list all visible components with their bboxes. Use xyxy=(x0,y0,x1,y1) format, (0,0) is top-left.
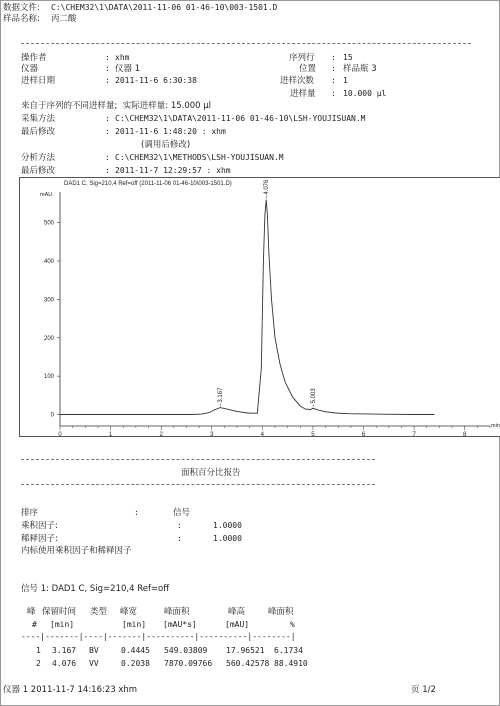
cell-type: BV xyxy=(89,646,99,655)
sample-name-value: 丙二酸 xyxy=(51,14,77,24)
unit-width: [min] xyxy=(122,620,147,629)
peak-label: 4.076 xyxy=(264,179,271,195)
last-changed2-label: 最后修改 xyxy=(21,166,56,176)
col-header-width: 峰宽 xyxy=(120,607,138,617)
y-tick-label: 200 xyxy=(43,335,54,342)
x-tick-label: 6 xyxy=(361,432,366,436)
dilution-label: 稀释因子: xyxy=(21,534,58,544)
x-axis-label: min xyxy=(491,423,500,429)
peak-label: 3.167 xyxy=(218,387,225,403)
colon: : xyxy=(331,89,336,98)
peak-label: 5.003 xyxy=(311,388,318,404)
cell-height: 17.96521 xyxy=(226,646,265,655)
acq-method-label: 采集方法 xyxy=(21,114,56,124)
cell-rt: 3.167 xyxy=(52,646,77,655)
report-rule-top xyxy=(21,459,375,460)
x-tick-label: 4 xyxy=(260,432,265,436)
footer-page: 页 1/2 xyxy=(411,685,436,695)
col-header-height: 峰高 xyxy=(228,607,246,617)
last-changed2-value: 2011-11-7 12:29:57 : xhm xyxy=(115,166,231,175)
y-tick-label: 0 xyxy=(50,412,54,419)
y-tick-label: 100 xyxy=(43,374,54,381)
cell-area: 549.03809 xyxy=(164,646,208,655)
analysis-method-value: C:\CHEM32\1\METHODS\LSH-YOUJISUAN.M xyxy=(115,153,284,162)
col-header-area-pct: 峰面积 xyxy=(268,607,294,617)
inject-date-label: 进样日期 xyxy=(21,76,56,86)
inj-count-label: 进样次数 xyxy=(280,76,315,86)
x-tick-label: 1 xyxy=(108,432,113,436)
x-tick-label: 2 xyxy=(159,432,163,436)
colon: : xyxy=(105,64,110,73)
cell-width: 0.4445 xyxy=(121,646,150,655)
inj-volume-value: 10.000 μl xyxy=(343,89,387,98)
table-separator: ----|-------|----|-------|----------|----------|--------| xyxy=(21,632,296,641)
col-header-rt: 保留时间 xyxy=(42,607,77,617)
colon: : xyxy=(331,76,336,85)
colon: : xyxy=(105,153,110,162)
cell-rt: 4.076 xyxy=(52,659,77,668)
cell-area-pct: 88.4910 xyxy=(274,659,308,668)
cell-area: 7870.09766 xyxy=(164,659,213,668)
multiplier-value: 1.0000 xyxy=(213,521,242,530)
unit-rt: [min] xyxy=(50,620,75,629)
sample-name-label: 样品名称: xyxy=(3,14,40,24)
seq-row-value: 15 xyxy=(343,53,353,62)
multiplier-label: 乘积因子: xyxy=(21,521,58,531)
colon: : xyxy=(177,534,182,543)
unit-area-pct: % xyxy=(290,620,295,629)
colon: : xyxy=(105,166,110,175)
inj-volume-label: 进样量 xyxy=(290,89,316,99)
instrument-label: 仪器 xyxy=(21,64,39,74)
colon: : xyxy=(105,127,110,136)
col-header-area: 峰面积 xyxy=(164,607,190,617)
col-header-peak: 峰 xyxy=(27,607,36,617)
actual-volume-line: 来自于序列的不同进样量; 实际进样量: 15.000 μl xyxy=(21,101,212,111)
sort-colon: : xyxy=(134,508,139,517)
y-tick-label: 300 xyxy=(43,297,54,304)
chart-title: DAD1 C, Sig=210,4 Ref=off (2011-11-06 01-46-10\003-1501.D) xyxy=(64,181,232,187)
colon: : xyxy=(177,521,182,530)
footer-left: 仪器 1 2011-11-7 14:16:23 xhm xyxy=(3,685,138,695)
cell-height: 560.42578 xyxy=(226,659,270,668)
col-header-type: 类型 xyxy=(90,607,108,617)
analysis-method-label: 分析方法 xyxy=(21,153,56,163)
y-axis-label: mAU xyxy=(40,192,53,198)
modified-after-note: (调用后修改) xyxy=(141,140,191,150)
cell-area-pct: 6.1734 xyxy=(274,646,303,655)
inj-count-value: 1 xyxy=(343,76,348,85)
data-file-path: C:\CHEM32\1\DATA\2011-11-06 01-46-10\003-1501.D xyxy=(51,3,278,12)
report-title: 面积百分比报告 xyxy=(181,468,241,478)
position-label: 位置 xyxy=(299,64,317,74)
header-rule xyxy=(21,43,471,44)
dilution-value: 1.0000 xyxy=(213,534,242,543)
acq-method-value: C:\CHEM32\1\DATA\2011-11-06 01-46-10\LSH-YOUJISUAN.M xyxy=(115,114,366,123)
colon: : xyxy=(331,64,336,73)
cell-width: 0.2038 xyxy=(121,659,150,668)
cell-peak: 2 xyxy=(36,659,41,668)
position-value: 样品瓶 3 xyxy=(343,64,377,74)
cell-type: VV xyxy=(89,659,99,668)
cell-peak: 1 xyxy=(36,646,41,655)
y-tick-label: 500 xyxy=(43,220,54,227)
unit-peak: # xyxy=(32,620,37,629)
operator-label: 操作者 xyxy=(21,53,47,63)
colon: : xyxy=(105,114,110,123)
colon: : xyxy=(331,53,336,62)
x-tick-label: 0 xyxy=(58,432,62,436)
y-tick-label: 400 xyxy=(43,259,54,266)
istd-note: 内标使用乘积因子和稀释因子 xyxy=(21,546,132,556)
seq-row-label: 序列行 xyxy=(289,53,315,63)
x-tick-label: 3 xyxy=(210,432,214,436)
last-changed-value: 2011-11-6 1:48:20 : xhm xyxy=(115,127,226,136)
operator-value: xhm xyxy=(115,53,130,62)
sort-value: 信号 xyxy=(173,508,191,518)
report-rule-bottom xyxy=(21,484,375,485)
x-tick-label: 7 xyxy=(412,432,416,436)
colon: : xyxy=(105,53,110,62)
unit-area: [mAU*s] xyxy=(163,620,197,629)
chromatogram-chart xyxy=(20,178,500,436)
signal-trace xyxy=(60,200,434,415)
x-tick-label: 8 xyxy=(463,432,467,436)
signal-line: 信号 1: DAD1 C, Sig=210,4 Ref=off xyxy=(21,584,170,594)
colon: : xyxy=(105,76,110,85)
unit-height: [mAU] xyxy=(225,620,250,629)
inject-date-value: 2011-11-6 6:30:38 xyxy=(115,76,197,85)
chromatogram-frame xyxy=(19,177,500,437)
last-changed-label: 最后修改 xyxy=(21,127,56,137)
sort-label: 排序 xyxy=(21,508,39,518)
instrument-value: 仪器 1 xyxy=(115,64,141,74)
x-tick-label: 5 xyxy=(311,432,315,436)
data-file-label: 数据文件: xyxy=(3,3,40,13)
